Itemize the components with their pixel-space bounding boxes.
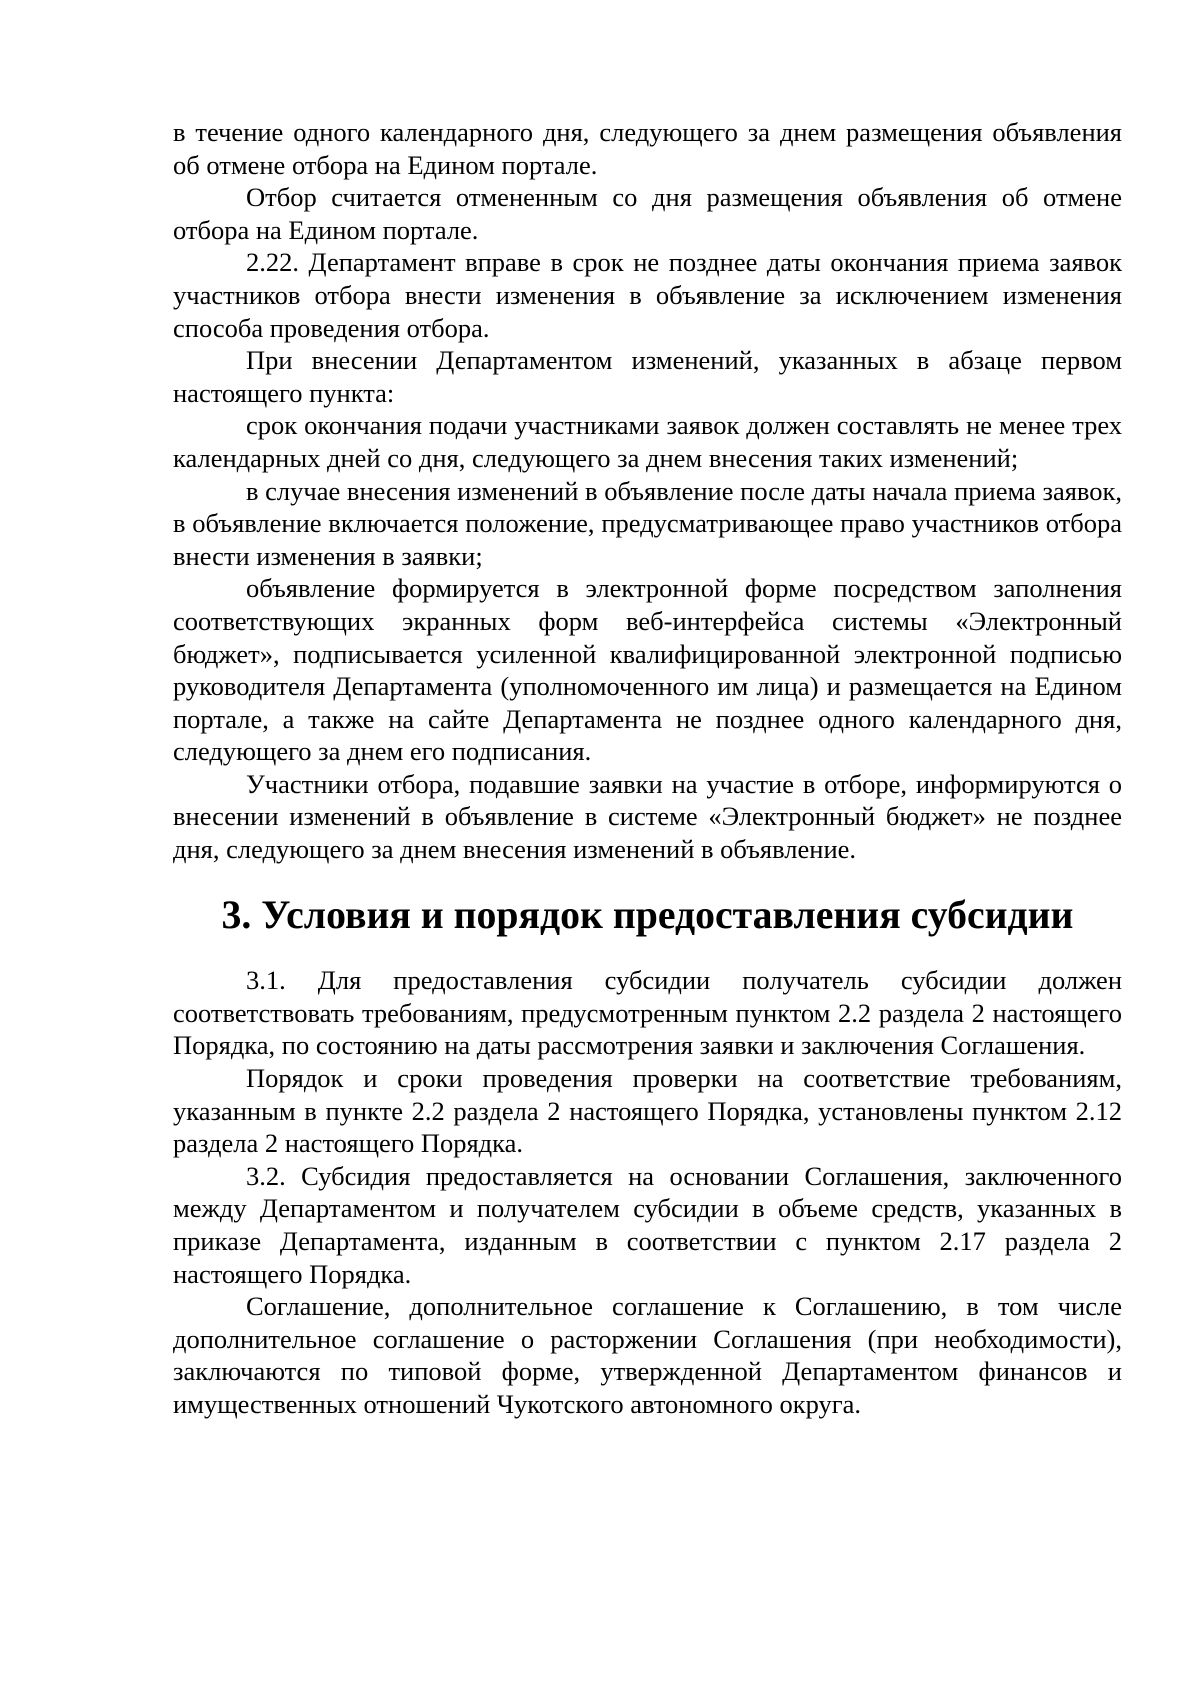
document-body [173,116,1122,1421]
paragraph-3-2: 3.2. Субсидия предоставляется на основании Соглашения, заключенного между Департаментом и получателем субсидии в объеме средств, указанных в приказе Департамента, изданным в соответствии с пунктом 2.17 раздела 2 настоящего Порядка. [173,1160,1122,1289]
paragraph-agreement-form: Соглашение, дополнительное соглашение к Соглашению, в том числе дополнительное соглашение о расторжении Соглашения (при необходимости), заключаются по типовой форме, утвержденной Департаментом финансов и имущественных отношений Чукотского автономного округа. [173,1291,1122,1419]
paragraph-changes-intro: При внесении Департаментом изменений, указанных в абзаце первом настоящего пункта: [173,345,1122,408]
paragraph-deadline: срок окончания подачи участниками заявок должен составлять не менее трех календарных дней со дня, следующего за днем внесения таких изменений; [173,410,1122,473]
paragraph-2-22: 2.22. Департамент вправе в срок не позднее даты окончания приема заявок участников отбора внести изменения в объявление за исключением изменения способа проведения отбора. [173,247,1122,343]
paragraph-announcement-form: объявление формируется в электронной форме посредством заполнения соответствующих экранных форм веб-интерфейса системы «Электронный бюджет», подписывается усиленной квалифицированной электронной подписью руководителя Департамента (уполномоченного им лица) и размещается на Едином портале, а также на сайте Департамента не позднее одного календарного дня, следующего за днем его подписания. [173,573,1122,767]
paragraph-selection-cancelled: Отбор считается отмененным со дня размещения объявления об отмене отбора на Едином портале. [173,182,1122,245]
paragraph-changes-after-start: в случае внесения изменений в объявление после даты начала приема заявок, в объявление включается положение, предусматривающее право участников отбора внести изменения в заявки; [173,475,1122,571]
paragraph-3-1: 3.1. Для предоставления субсидии получатель субсидии должен соответствовать требованиям, предусмотренным пунктом 2.2 раздела 2 настоящего Порядка, по состоянию на даты рассмотрения заявки и заключения Соглашения. [173,965,1122,1061]
paragraph-continuation: в течение одного календарного дня, следующего за днем размещения объявления об отмене отбора на Едином портале. [173,117,1122,180]
section-heading: 3. Условия и порядок предоставления субсидии [221,892,1074,937]
paragraph-verification-order: Порядок и сроки проведения проверки на соответствие требованиям, указанным в пункте 2.2 раздела 2 настоящего Порядка, установлены пунктом 2.12 раздела 2 настоящего Порядка. [173,1063,1122,1159]
paragraph-participants-informed: Участники отбора, подавшие заявки на участие в отборе, информируются о внесении изменений в объявление в системе «Электронный бюджет» не позднее дня, следующего за днем внесения изменений в объявление. [173,768,1122,865]
